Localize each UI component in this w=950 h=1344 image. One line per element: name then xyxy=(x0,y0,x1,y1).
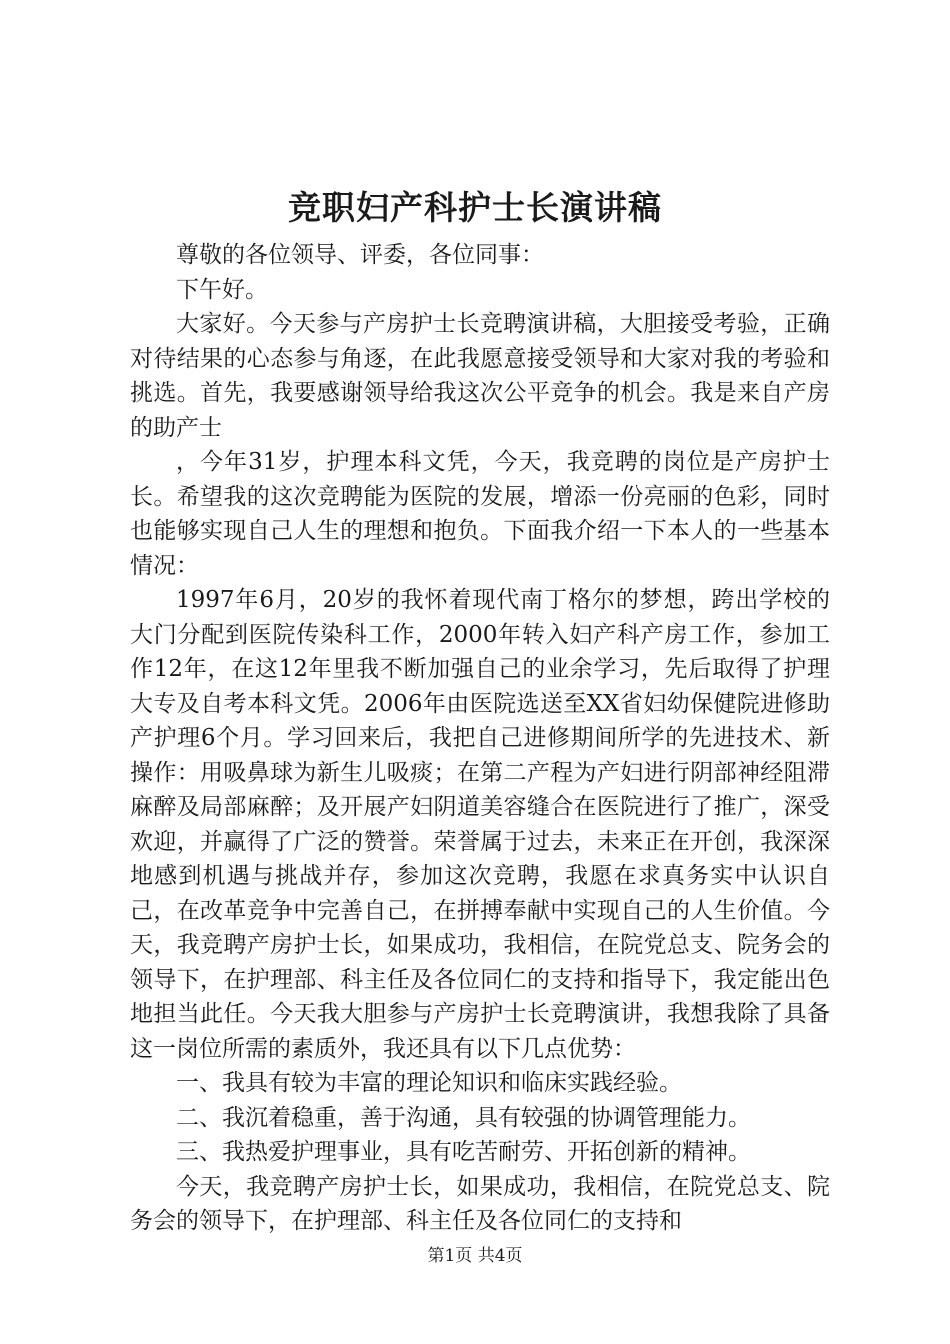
paragraph-advantage-3: 三、我热爱护理事业，具有吃苦耐劳、开拓创新的精神。 xyxy=(176,1139,751,1165)
paragraph-introduction: 大家好。今天参与产房护士长竞聘演讲稿，大胆接受考验，正确对待结果的心态参与角逐，在此我愿意接受领导和大家对我的考验和挑选。首先，我要感谢领导给我这次公平竞争的机会。我是来自产房的助产士 xyxy=(130,311,830,441)
document-title: 竞职妇产科护士长演讲稿 xyxy=(288,188,662,227)
paragraph-closing: 今天，我竞聘产房护士长，如果成功，我相信，在院党总支、院务会的领导下，在护理部、科主任及各位同仁的支持和 xyxy=(130,1173,830,1234)
paragraph-advantage-1: 一、我具有较为丰富的理论知识和临床实践经验。 xyxy=(176,1070,682,1096)
paragraph-advantage-2: 二、我沉着稳重，善于沟通，具有较强的协调管理能力。 xyxy=(176,1104,751,1131)
page-number-footer: 第1页 共4页 xyxy=(427,1246,523,1266)
paragraph-personal-info: ，今年31岁，护理本科文凭，今天，我竞聘的岗位是产房护士长。希望我的这次竞聘能为医院的发展，增添一份亮丽的色彩，同时也能够实现自己人生的理想和抱负。下面我介绍一下本人的一些基本情况： xyxy=(130,449,830,579)
document-body xyxy=(130,238,830,1239)
paragraph-greeting: 下午好。 xyxy=(176,276,268,303)
paragraph-work-history: 1997年6月，20岁的我怀着现代南丁格尔的梦想，跨出学校的大门分配到医院传染科工作，2000年转入妇产科产房工作，参加工作12年，在这12年里我不断加强自己的业余学习，先后取得了护理大专及自考本科文凭。2006年由医院选送至XX省妇幼保健院进修助产护理6个月。学习回来后，我把自己进修期间所学的先进技术、新操作：用吸鼻球为新生儿吸痰；在第二产程为产妇进行阴部神经阻滞麻醉及局部麻醉；及开展产妇阴道美容缝合在医院进行了推广，深受欢迎，并赢得了广泛的赞誉。荣誉属于过去，未来正在开创，我深深地感到机遇与挑战并存，参加这次竞聘，我愿在求真务实中认识自己，在改革竞争中完善自己，在拼搏奉献中实现自己的人生价值。今天，我竞聘产房护士长，如果成功，我相信，在院党总支、院务会的领导下，在护理部、科主任及各位同仁的支持和指导下，我定能出色地担当此任。今天我大胆参与产房护士长竞聘演讲，我想我除了具备这一岗位所需的素质外，我还具有以下几点优势： xyxy=(130,587,830,1062)
paragraph-salutation: 尊敬的各位领导、评委，各位同事： xyxy=(176,242,544,268)
